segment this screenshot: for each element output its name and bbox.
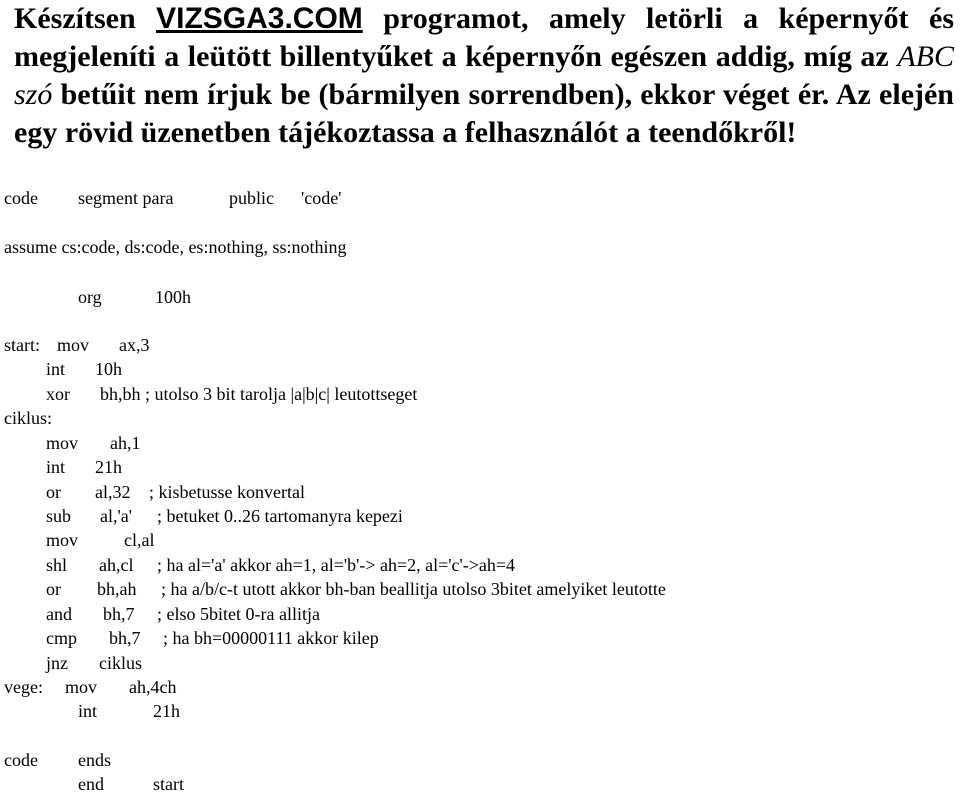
code-args: start bbox=[153, 774, 184, 794]
task-text-body: programot, amely letörli a képernyőt és megjeleníti a leütött billentyűket a képernyőn egészen addig, míg az bbox=[14, 2, 954, 73]
code-args: cl,al bbox=[124, 530, 155, 550]
code-args: al,'a' bbox=[100, 506, 132, 526]
code-op: cmp bbox=[46, 628, 77, 648]
code-op: sub bbox=[46, 506, 72, 526]
code-op: or bbox=[46, 482, 61, 502]
code-label: assume cs:code, ds:code, es:nothing, ss:nothing bbox=[4, 237, 347, 257]
code-args: 21h bbox=[95, 457, 122, 477]
code-args: public bbox=[229, 188, 274, 208]
abc-word: ABC szó bbox=[14, 40, 954, 111]
code-op: mov bbox=[46, 433, 79, 453]
code-op: jnz bbox=[46, 653, 68, 673]
code-args: bh,bh ; utolso 3 bit tarolja |a|b|c| leutottseget bbox=[100, 384, 418, 404]
code-label: ciklus: bbox=[4, 408, 52, 428]
code-args: bh,ah bbox=[97, 579, 137, 599]
code-args: ax,3 bbox=[119, 335, 150, 355]
code-op: xor bbox=[46, 384, 70, 404]
program-name: VIZSGA3.COM bbox=[156, 2, 363, 35]
code-op: mov bbox=[57, 335, 90, 355]
code-op: int bbox=[46, 457, 66, 477]
code-label: code bbox=[4, 188, 38, 208]
code-args: ah,4ch bbox=[129, 677, 177, 697]
code-comment: ; elso 5bitet 0-ra allitja bbox=[157, 604, 320, 624]
code-label: vege: bbox=[4, 677, 43, 697]
task-text-end: betűit nem írjuk be (bármilyen sorrendben), ekkor véget ér. Az elején egy rövid üzenetben tájékoztassa a felhasználót a teendőkről! bbox=[14, 78, 954, 149]
code-comment: ; kisbetusse konvertal bbox=[149, 482, 305, 502]
task-text-intro: Készítsen bbox=[14, 2, 157, 35]
code-comment: 'code' bbox=[301, 188, 342, 208]
code-comment: ; ha bh=00000111 akkor kilep bbox=[163, 628, 379, 648]
code-args: ah,cl bbox=[99, 555, 134, 575]
code-op: int bbox=[78, 701, 98, 721]
code-args: 21h bbox=[153, 701, 180, 721]
code-op: int bbox=[46, 359, 66, 379]
code-op: shl bbox=[46, 555, 68, 575]
code-op: or bbox=[46, 579, 61, 599]
code-comment: ; ha al='a' akkor ah=1, al='b'-> ah=2, al='c'->ah=4 bbox=[157, 555, 516, 575]
code-args: al,32 bbox=[95, 482, 131, 502]
code-args: bh,7 bbox=[109, 628, 141, 648]
code-args: 10h bbox=[95, 359, 122, 379]
code-comment: ; ha a/b/c-t utott akkor bh-ban beallitja utolso 3bitet amelyiket leutotte bbox=[161, 579, 666, 599]
code-args: ciklus bbox=[99, 653, 142, 673]
code-op: mov bbox=[65, 677, 98, 697]
code-args: bh,7 bbox=[103, 604, 135, 624]
code-comment: ; betuket 0..26 tartomanyra kepezi bbox=[157, 506, 403, 526]
code-op: and bbox=[46, 604, 72, 624]
code-op: org bbox=[78, 287, 102, 307]
code-op: segment para bbox=[78, 188, 174, 208]
code-args: ah,1 bbox=[110, 433, 141, 453]
code-op: mov bbox=[46, 530, 79, 550]
code-op: end bbox=[78, 774, 104, 794]
code-op: ends bbox=[78, 750, 111, 770]
code-label: start: bbox=[4, 335, 40, 355]
code-args: 100h bbox=[155, 287, 191, 307]
code-label: code bbox=[4, 750, 38, 770]
